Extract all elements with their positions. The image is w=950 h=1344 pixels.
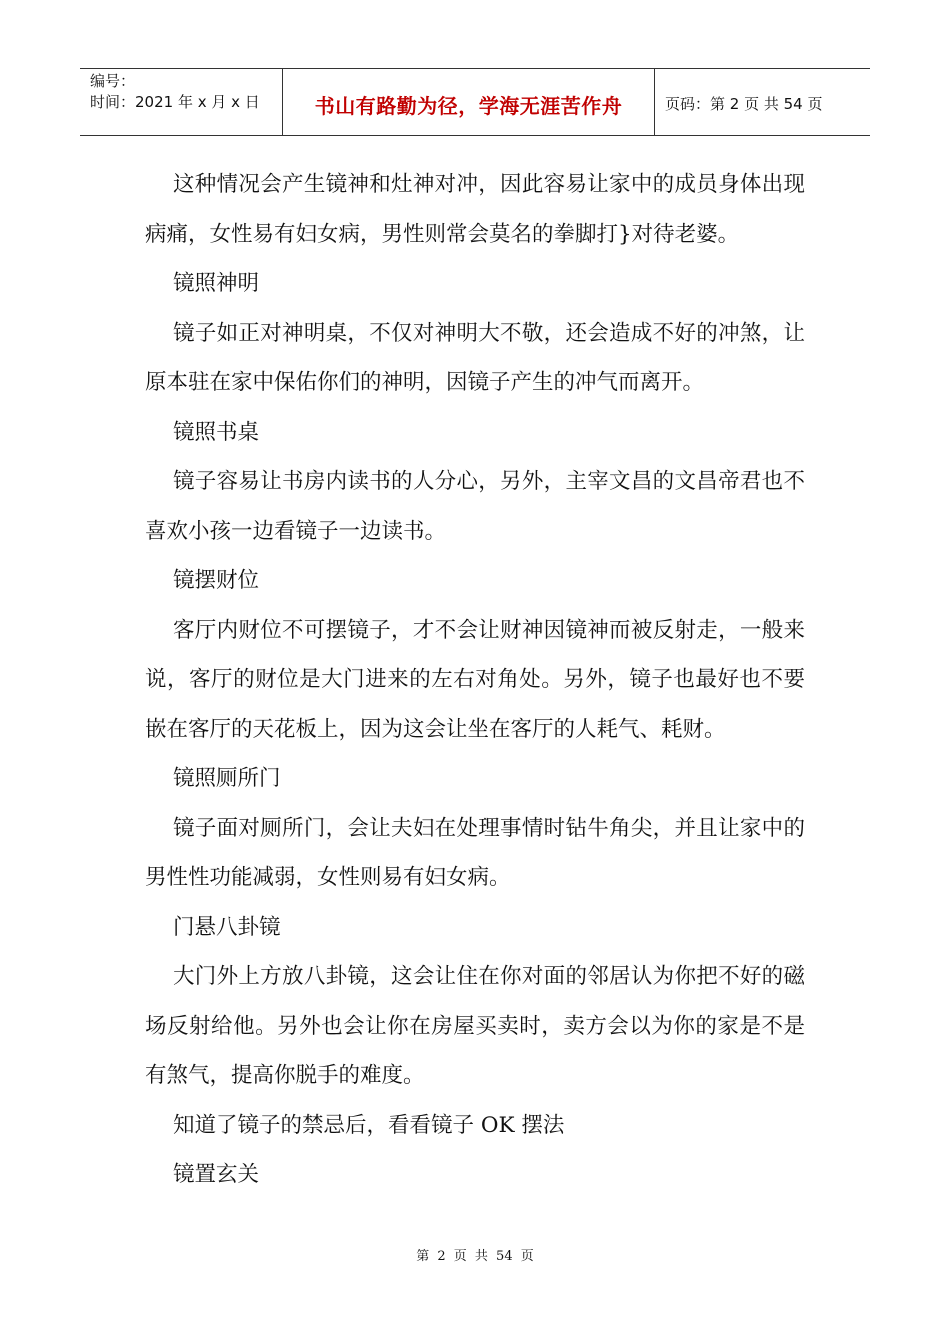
header-motto: 书山有路勤为径，学海无涯苦作舟 xyxy=(283,69,655,135)
page-footer: 第 2 页 共 54 页 xyxy=(416,1249,534,1264)
paragraph: 这种情况会产生镜神和灶神对冲，因此容易让家中的成员身体出现病痛，女性易有妇女病，男性则常会莫名的拳脚打}对待老婆。 xyxy=(145,172,805,247)
header-meta xyxy=(80,69,283,135)
section-heading: 镜置玄关 xyxy=(173,1162,260,1187)
paragraph: 客厅内财位不可摆镜子，才不会让财神因镜神而被反射走，一般来说，客厅的财位是大门进来的左右对角处。另外，镜子也最好也不要嵌在客厅的天花板上，因为这会让坐在客厅的人耗气、耗财。 xyxy=(145,617,805,742)
document-body xyxy=(145,160,805,1200)
section-heading: 镜照厕所门 xyxy=(173,766,281,791)
section-heading: 门悬八卦镜 xyxy=(173,914,281,940)
section-heading: 镜照神明 xyxy=(173,271,260,296)
document-header xyxy=(80,68,870,136)
header-page-info: 页码：第 2 页 共 54 页 xyxy=(665,94,823,113)
document-date: 时间：2021 年 x 月 x 日 xyxy=(90,93,260,111)
section-heading: 镜照书桌 xyxy=(173,419,260,445)
paragraph: 镜子面对厕所门，会让夫妇在处理事情时钻牛角尖，并且让家中的男性性功能减弱，女性则易有妇女病。 xyxy=(145,815,805,890)
document-number-label: 编号： xyxy=(90,72,136,90)
paragraph: 知道了镜子的禁忌后，看看镜子 OK 摆法 xyxy=(173,1112,565,1138)
section-heading: 镜摆财位 xyxy=(173,568,260,593)
paragraph: 镜子如正对神明桌，不仅对神明大不敬，还会造成不好的冲煞，让原本驻在家中保佑你们的神明，因镜子产生的冲气而离开。 xyxy=(145,320,805,395)
paragraph: 大门外上方放八卦镜，这会让住在你对面的邻居认为你把不好的磁场反射给他。另外也会让你在房屋买卖时，卖方会以为你的家是不是有煞气，提高你脱手的难度。 xyxy=(145,964,805,1088)
paragraph: 镜子容易让书房内读书的人分心，另外，主宰文昌的文昌帝君也不喜欢小孩一边看镜子一边读书。 xyxy=(145,469,805,544)
